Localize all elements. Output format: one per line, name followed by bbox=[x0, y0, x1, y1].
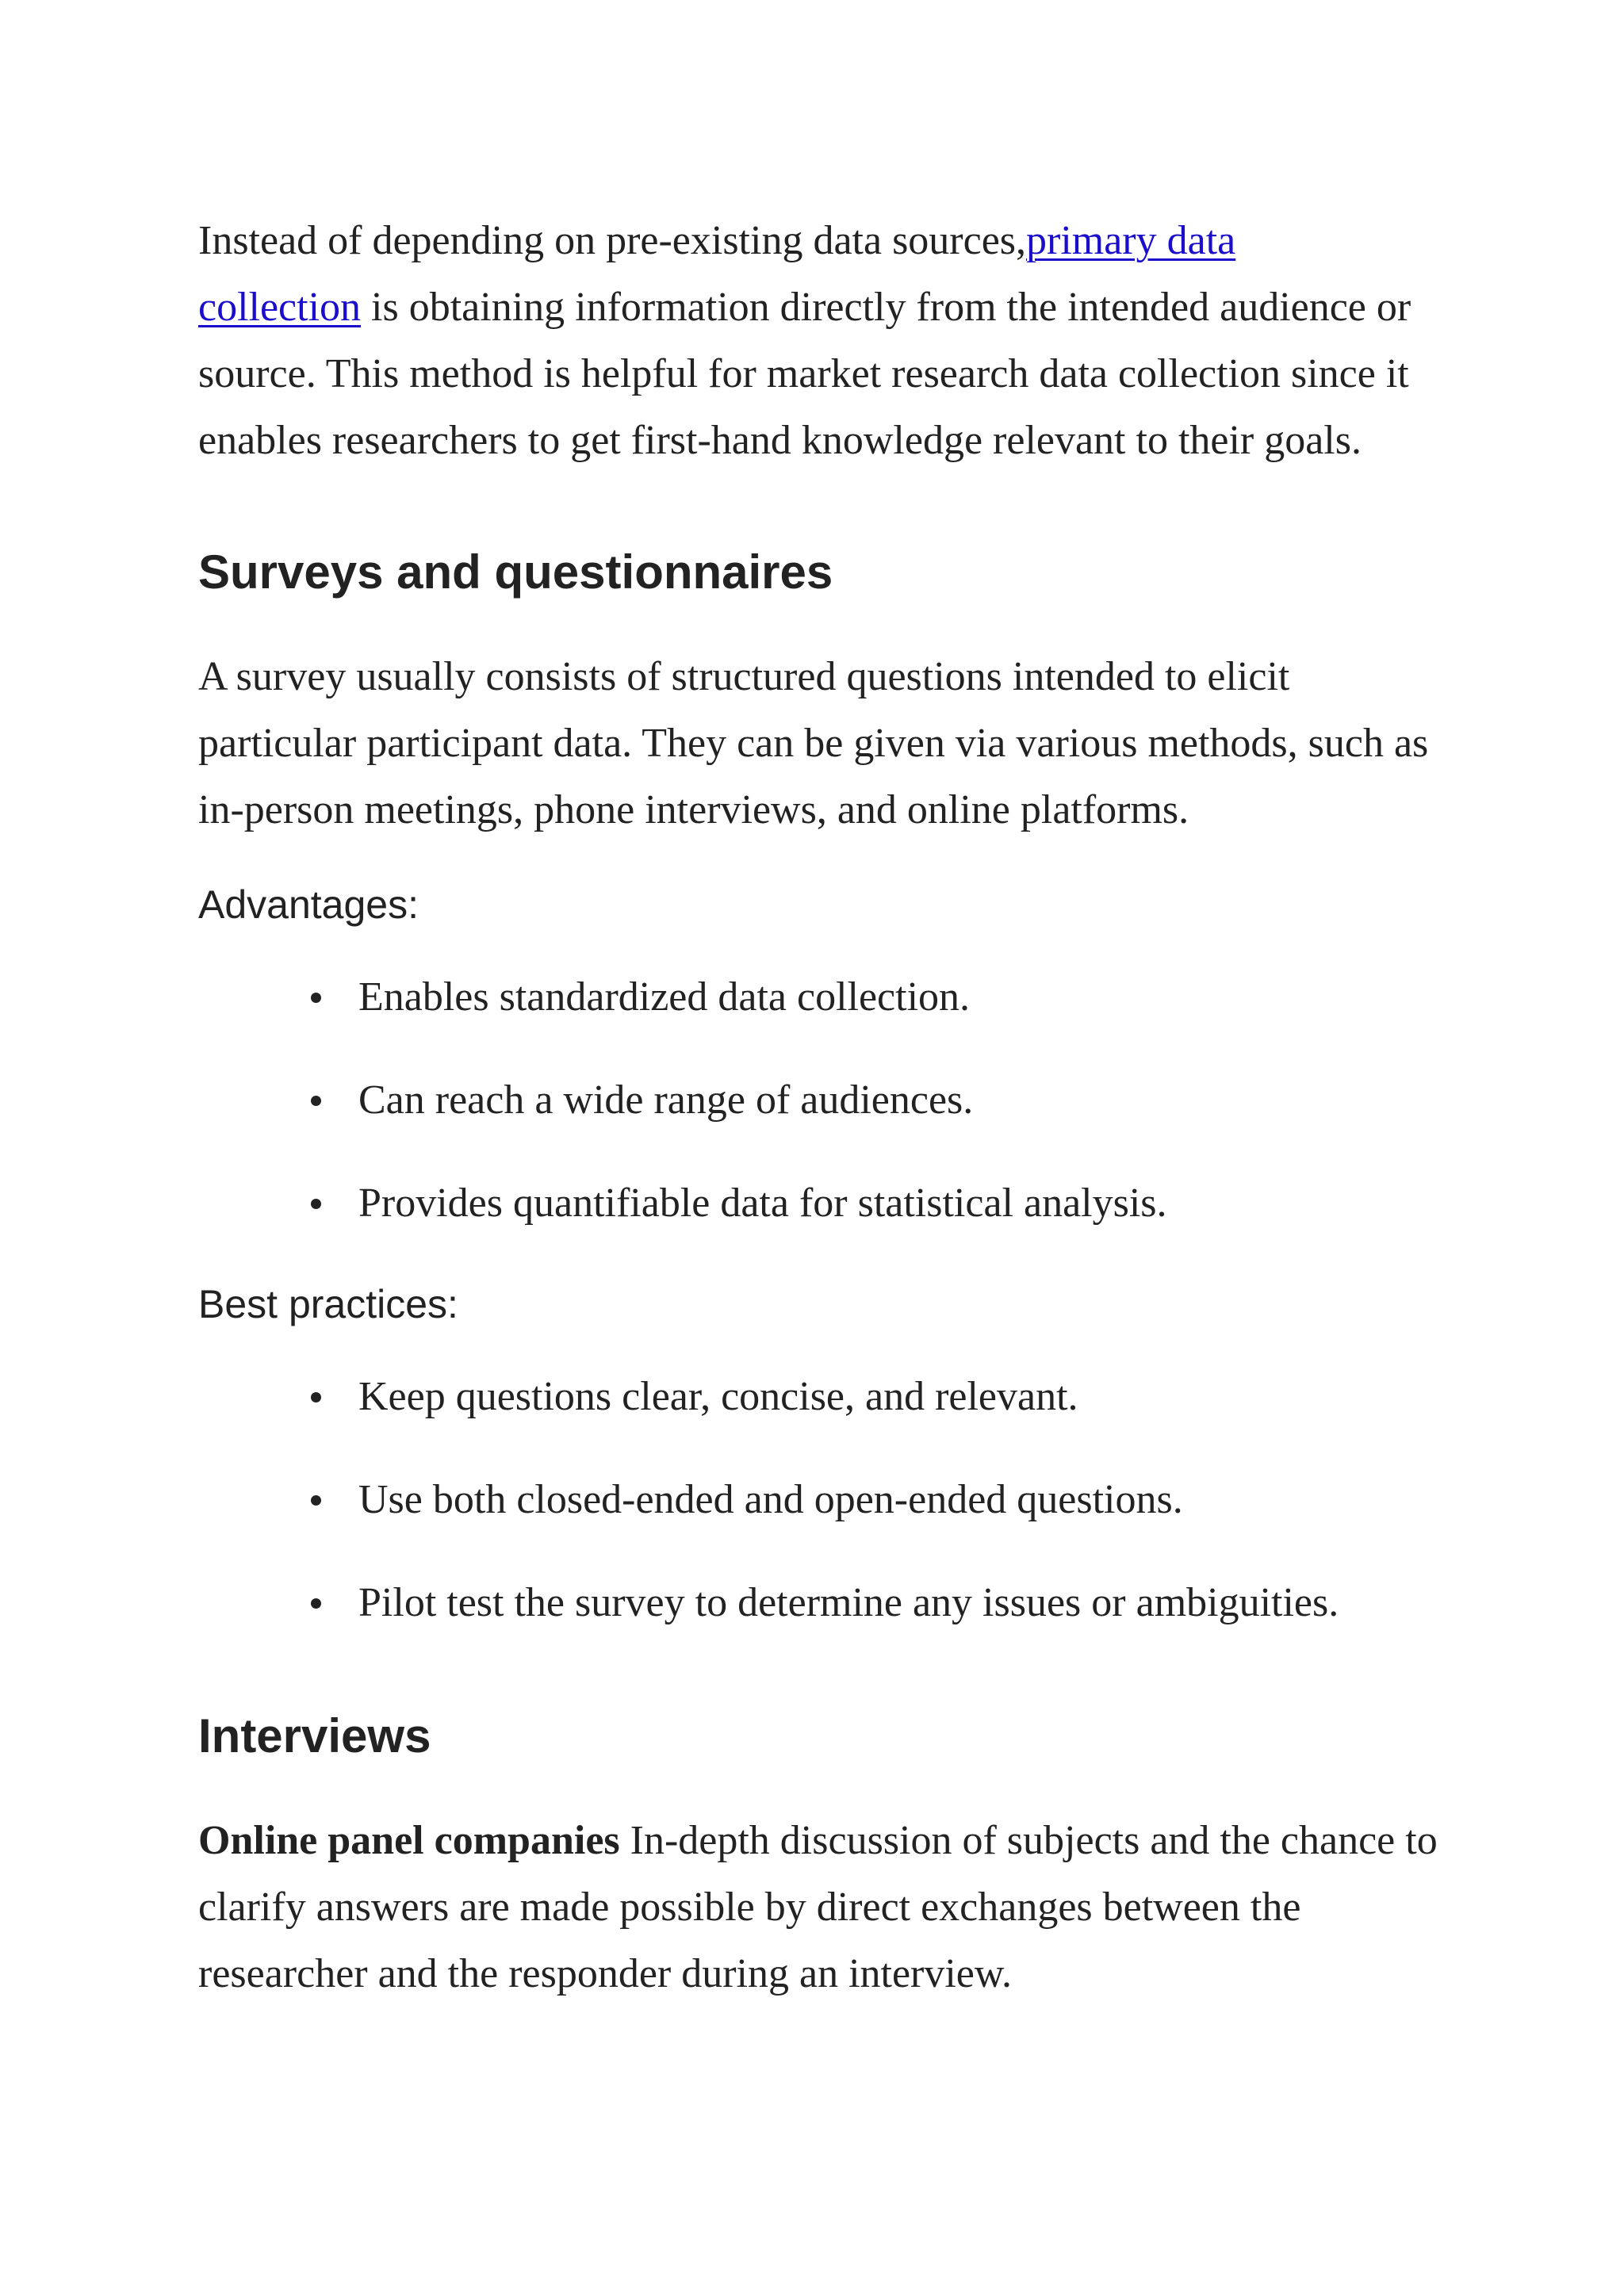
surveys-paragraph: A survey usually consists of structured questions intended to elicit particular participant data. They can be given via various methods, such as in-person meetings, phone interviews, and online platforms. bbox=[198, 654, 1429, 832]
list-item: Provides quantifiable data for statistical analysis. bbox=[358, 1170, 1443, 1237]
intro-text-after-link: is obtaining information directly from the intended audience or source. This method is helpful for market research data collection since it enables researchers to get first-hand knowledge relevant to their goals. bbox=[198, 285, 1411, 463]
list-item: Enables standardized data collection. bbox=[358, 964, 1443, 1031]
best-practices-label: Best practices: bbox=[198, 1282, 458, 1326]
bullet-icon bbox=[311, 1495, 321, 1506]
interviews-paragraph: Online panel companies In-depth discussion of subjects and the chance to clarify answers are made possible by direct exchanges between the researcher and the responder during an interview. bbox=[198, 1818, 1438, 1996]
advantages-label: Advantages: bbox=[198, 882, 419, 927]
intro-paragraph bbox=[198, 208, 1443, 474]
interviews-bold-lead: Online panel companies bbox=[198, 1818, 620, 1863]
bullet-icon bbox=[311, 1199, 321, 1209]
best-practices-list bbox=[198, 1364, 1443, 1636]
list-item: Use both closed-ended and open-ended questions. bbox=[358, 1467, 1443, 1533]
bullet-icon bbox=[311, 993, 321, 1003]
article-content bbox=[198, 208, 1443, 2007]
primary-data-collection-link[interactable]: primary data collection bbox=[198, 218, 1236, 330]
bullet-icon bbox=[311, 1096, 321, 1106]
interviews-heading: Interviews bbox=[198, 1709, 431, 1762]
bullet-icon bbox=[311, 1392, 321, 1402]
list-item: Keep questions clear, concise, and relevant. bbox=[358, 1364, 1443, 1430]
surveys-heading: Surveys and questionnaires bbox=[198, 545, 833, 599]
list-item: Pilot test the survey to determine any issues or ambiguities. bbox=[358, 1570, 1443, 1636]
bullet-icon bbox=[311, 1598, 321, 1609]
advantages-list bbox=[198, 964, 1443, 1237]
intro-text-before-link: Instead of depending on pre-existing data sources, bbox=[198, 218, 1027, 263]
list-item: Can reach a wide range of audiences. bbox=[358, 1067, 1443, 1134]
